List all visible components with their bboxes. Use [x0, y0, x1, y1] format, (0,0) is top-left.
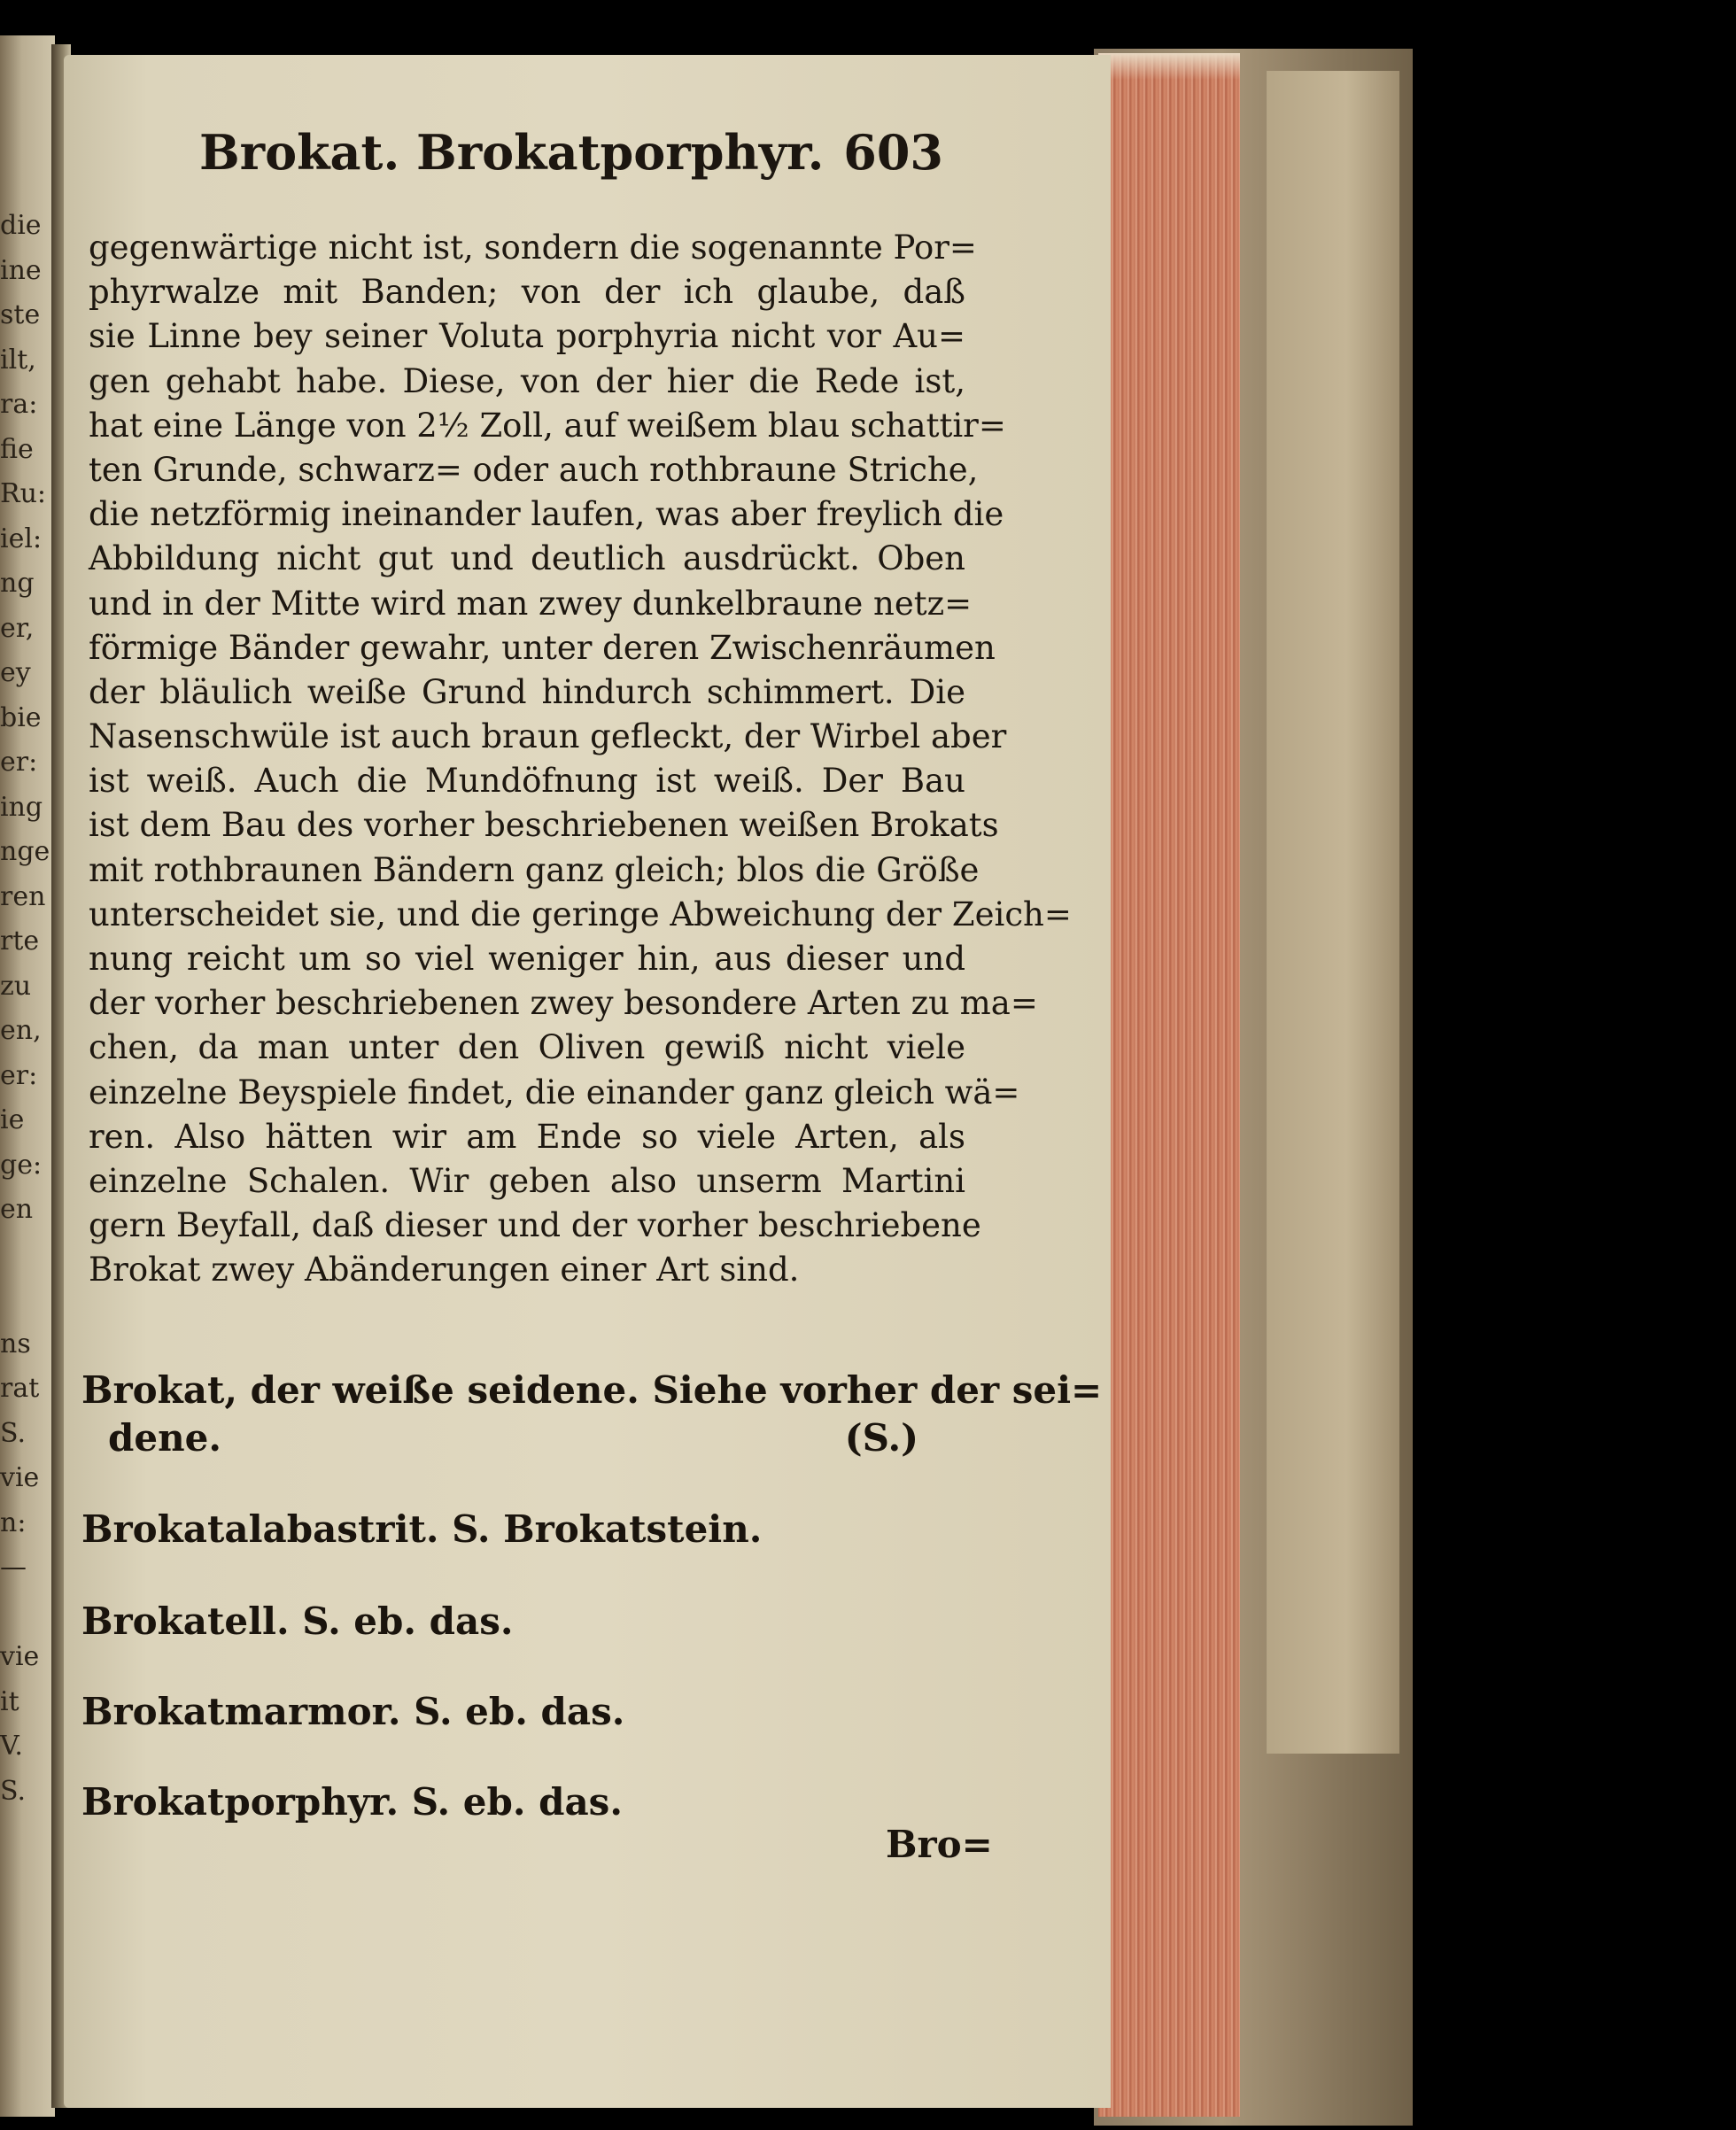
margin-fragment: die: [0, 210, 42, 241]
margin-fragment: ng: [0, 568, 35, 599]
margin-fragment: rat: [0, 1373, 40, 1404]
text-line: einzelne Schalen. Wir geben also unserm Martini: [89, 1161, 965, 1200]
cover-flap: [1267, 71, 1399, 1754]
text-line: sie Linne bey seiner Voluta porphyria nicht vor Au=: [89, 317, 965, 356]
fore-edge-highlight: [1098, 53, 1240, 80]
margin-fragment: ine: [0, 254, 42, 286]
entry-headline: Brokatell. S. eb. das.: [81, 1599, 514, 1643]
page-number: 603: [843, 124, 943, 181]
dictionary-entry: [81, 1368, 1103, 1460]
margin-fragment: ing: [0, 791, 43, 823]
text-line: unterscheidet sie, und die geringe Abweichung der Zeich=: [89, 895, 1072, 933]
text-line: der bläulich weiße Grund hindurch schimmert. Die: [89, 672, 965, 711]
text-line: Nasenschwüle ist auch braun gefleckt, der Wirbel aber: [89, 717, 1007, 756]
margin-fragment: er,: [0, 612, 35, 644]
text-line: gen gehabt habe. Diese, von der hier die Rede ist,: [89, 361, 965, 400]
dictionary-entry: [81, 1690, 967, 1733]
page-fore-edge: [1098, 53, 1240, 2117]
author-signature: (S.): [844, 1416, 918, 1460]
text-line: ren. Also hätten wir am Ende so viele Arten, als: [89, 1117, 965, 1156]
text-line: ten Grunde, schwarz= oder auch rothbraune Striche,: [89, 450, 979, 489]
margin-fragment: V.: [0, 1731, 23, 1762]
margin-fragment: rte: [0, 926, 40, 957]
margin-fragment: ie: [0, 1104, 25, 1135]
text-line: ist weiß. Auch die Mundöfnung ist weiß. Der Bau: [89, 762, 965, 801]
text-line: einzelne Beyspiele findet, die einander ganz gleich wä=: [89, 1073, 1020, 1111]
page-header: [199, 124, 943, 195]
text-line: gegenwärtige nicht ist, sondern die sogenannte Por=: [89, 228, 977, 267]
margin-fragment: bie: [0, 701, 42, 733]
text-line: ist dem Bau des vorher beschriebenen weißen Brokats: [89, 806, 999, 845]
margin-fragment: ste: [0, 299, 41, 330]
margin-fragment: ge:: [0, 1149, 43, 1181]
margin-fragment: er:: [0, 1059, 38, 1091]
margin-fragment: vie: [0, 1462, 40, 1493]
dictionary-entry: [81, 1780, 967, 1824]
margin-fragment: nge: [0, 836, 50, 867]
text-line: phyrwalze mit Banden; von der ich glaube, daß: [89, 273, 965, 312]
entry-headline: Brokatmarmor. S. eb. das.: [81, 1690, 625, 1733]
dictionary-entry: [81, 1599, 967, 1643]
margin-fragment: vie: [0, 1641, 40, 1672]
margin-fragment: it: [0, 1685, 19, 1717]
margin-fragment: Ru:: [0, 478, 47, 509]
text-line: nung reicht um so viel weniger hin, aus dieser und: [89, 940, 965, 978]
running-title: Brokat. Brokatporphyr.: [199, 124, 825, 181]
text-line: mit rothbraunen Bändern ganz gleich; blos die Größe: [89, 850, 980, 889]
text-line: und in der Mitte wird man zwey dunkelbraune netz=: [89, 584, 973, 623]
margin-fragment: [0, 1277, 53, 1322]
text-line: gern Beyfall, daß dieser und der vorher beschriebene: [89, 1206, 981, 1245]
margin-fragment: n:: [0, 1506, 27, 1538]
entry-headline: Brokat, der weiße seidene. Siehe vorher der sei=: [81, 1368, 1103, 1412]
margin-fragment: ilt,: [0, 344, 36, 376]
text-line: Abbildung nicht gut und deutlich ausdrückt. Oben: [89, 539, 965, 578]
margin-fragment: ra:: [0, 389, 38, 420]
text-line: der vorher beschriebenen zwey besondere Arten zu ma=: [89, 984, 1038, 1023]
text-line: die netzförmig ineinander laufen, was aber freylich die: [89, 495, 1004, 534]
margin-fragment: ns: [0, 1328, 31, 1359]
text-line: chen, da man unter den Oliven gewiß nicht viele: [89, 1028, 965, 1067]
margin-fragment: [0, 1233, 53, 1278]
margin-fragment: iel:: [0, 523, 43, 554]
margin-fragment: er:: [0, 747, 38, 778]
entry-headline: Brokatalabastrit. S. Brokatstein.: [81, 1507, 763, 1551]
margin-fragment: S.: [0, 1417, 27, 1449]
margin-fragment: S.: [0, 1775, 27, 1807]
margin-fragment: ren: [0, 880, 46, 912]
margin-fragment: zu: [0, 970, 32, 1002]
margin-fragment: fie: [0, 433, 34, 465]
previous-page-text-fragments: [0, 204, 53, 1814]
catchword: Bro=: [886, 1823, 993, 1866]
entry-continuation: dene.: [108, 1416, 221, 1460]
text-line: Brokat zwey Abänderungen einer Art sind.: [89, 1251, 800, 1290]
margin-fragment: —: [0, 1552, 27, 1583]
dictionary-entry: [81, 1507, 967, 1551]
body-paragraph: [89, 226, 1072, 1293]
text-line: förmige Bänder gewahr, unter deren Zwischenräumen: [89, 628, 996, 667]
margin-fragment: en,: [0, 1015, 42, 1046]
text-line: hat eine Länge von 2½ Zoll, auf weißem blau schattir=: [89, 406, 1006, 445]
margin-fragment: ey: [0, 657, 31, 688]
margin-fragment: [0, 1591, 53, 1636]
entry-headline: Brokatporphyr. S. eb. das.: [81, 1780, 623, 1824]
margin-fragment: en: [0, 1194, 34, 1225]
